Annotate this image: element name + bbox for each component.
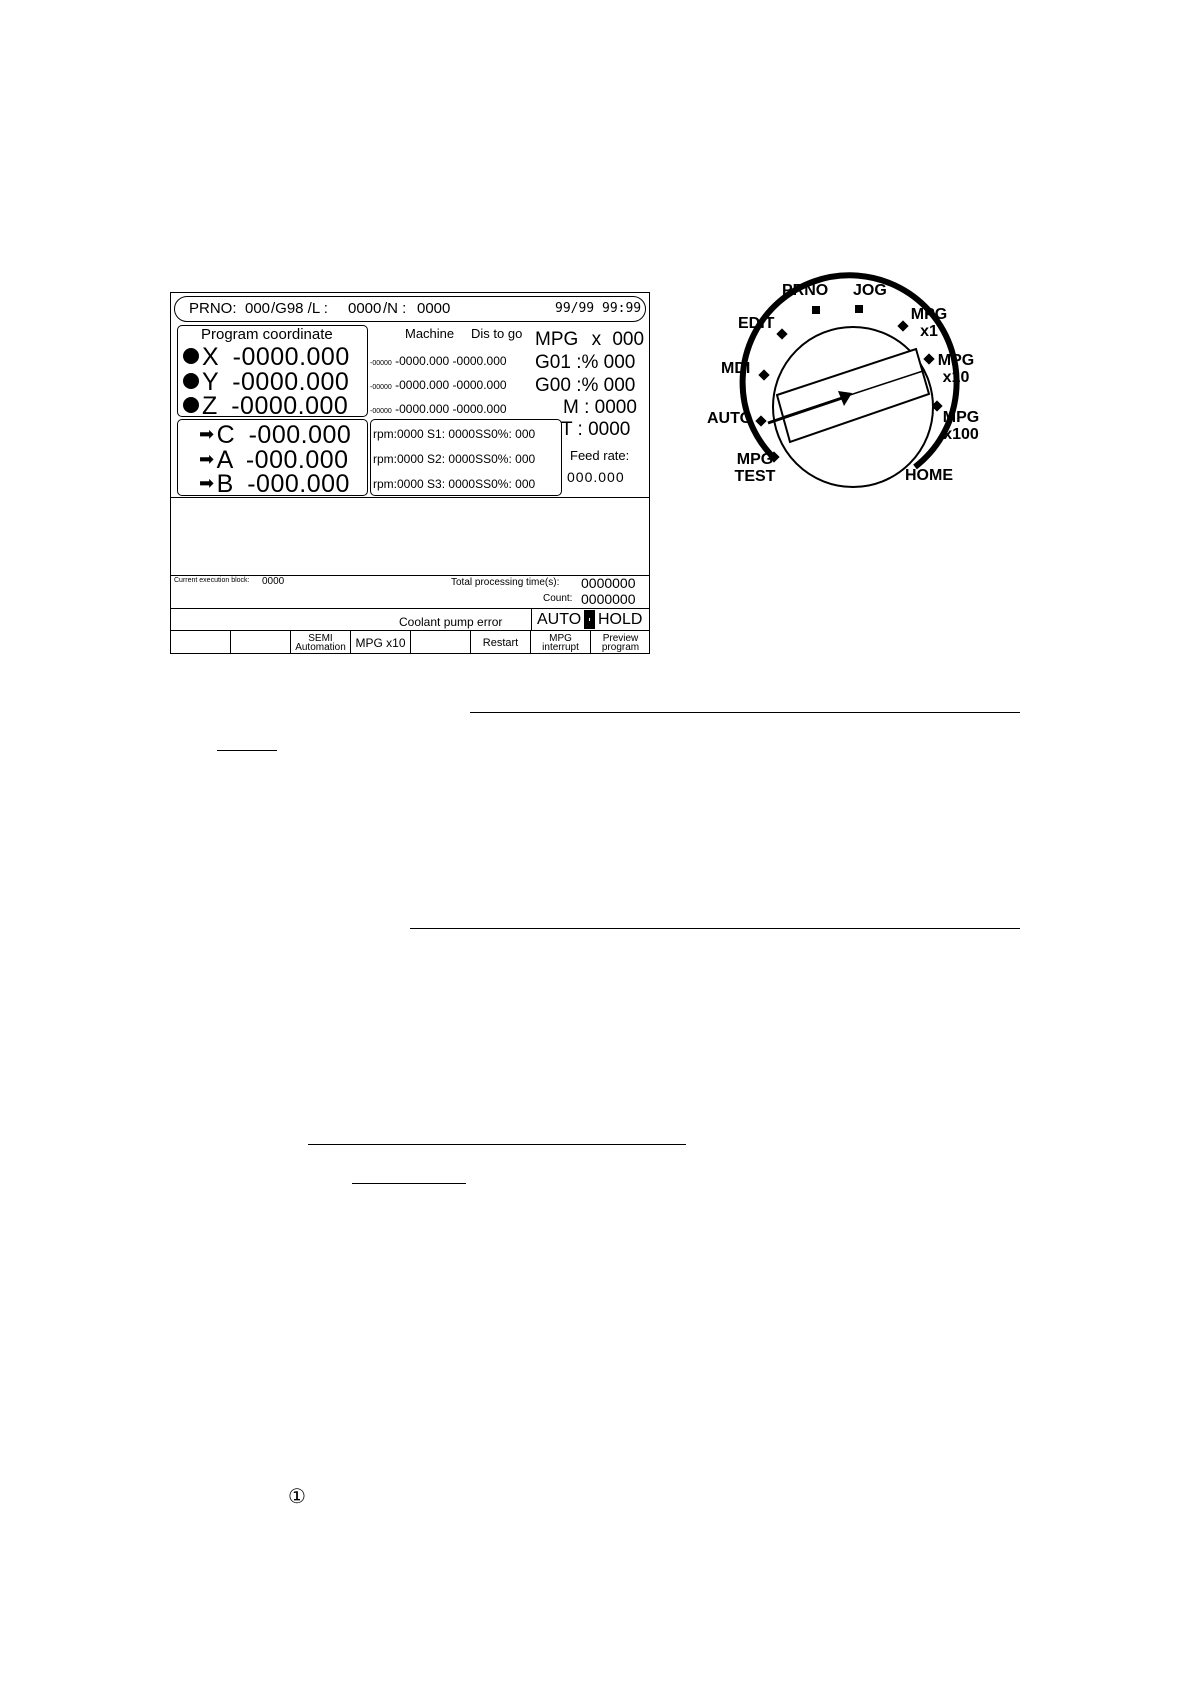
divider-mode <box>531 608 532 630</box>
feed-rate-label: Feed rate: <box>570 448 630 463</box>
axis-z-value: -0000.000 <box>231 392 349 420</box>
spindle1-ss: 000 <box>515 427 536 441</box>
fill-in-line-3 <box>410 928 1020 929</box>
spindle3-s-label: S3: <box>427 477 446 491</box>
exec-block-label: Current execution block: <box>174 577 250 584</box>
m-label: M : <box>563 397 590 418</box>
axis-x-row <box>183 345 350 370</box>
a-arrow-icon: ➡ <box>199 449 215 469</box>
fkey-5[interactable] <box>411 632 470 653</box>
machine-x-small: -00000 <box>370 360 392 367</box>
divider-top <box>171 497 649 498</box>
tick-auto <box>755 415 766 426</box>
prno-value: 000 <box>245 300 271 317</box>
spindle-row-1 <box>373 427 535 441</box>
distogo-header: Dis to go <box>471 326 523 341</box>
mode-indicator: AUTO <box>537 611 582 628</box>
spindle2-rpm: 0000 <box>397 452 424 466</box>
spindle1-s-label: S1: <box>427 427 446 441</box>
axis-x-label: X <box>202 343 220 371</box>
spindle3-ss: 000 <box>515 477 536 491</box>
machine-y-value: -0000.000 <box>395 378 450 392</box>
dial-label-mpg-x10: MPG x10 <box>937 352 975 386</box>
machine-x-value: -0000.000 <box>395 354 450 368</box>
tick-edit <box>776 328 787 339</box>
axis-b-label: B <box>216 470 234 498</box>
g00-label: G00 :% <box>535 375 599 396</box>
spindle2-s: 0000 <box>448 452 476 466</box>
tick-mpg-x10 <box>923 353 934 364</box>
count-value: 0000000 <box>581 591 636 607</box>
g00-status <box>535 375 635 397</box>
axis-a-value: -000.000 <box>245 446 349 474</box>
mode-separator-mark <box>589 618 590 621</box>
fill-in-line-4 <box>308 1144 686 1145</box>
distogo-z-value: -0000.000 <box>452 402 507 416</box>
m-status <box>563 397 637 419</box>
z-indicator-icon <box>183 397 199 413</box>
dial-label-mpg-x100: MPG x100 <box>942 409 980 443</box>
total-time-value: 0000000 <box>581 575 636 591</box>
fkey-restart[interactable]: Restart <box>482 636 519 649</box>
time-display: 99:99 <box>602 301 642 316</box>
distogo-y-value: -0000.000 <box>452 378 507 392</box>
fill-in-line-1 <box>470 712 1020 713</box>
tick-mpg-x1 <box>897 320 908 331</box>
mpg-status <box>535 329 644 351</box>
count-label: Count: <box>543 593 573 604</box>
g01-label: G01 :% <box>535 352 599 373</box>
n-value: 0000 <box>417 300 451 317</box>
distogo-x-value: -0000.000 <box>452 354 507 368</box>
machine-row-y <box>370 378 507 392</box>
fkey-mpg-x10[interactable]: MPG x10 <box>355 635 406 650</box>
dial-label-edit: EDIT <box>738 315 775 332</box>
dial-label-home: HOME <box>905 467 953 484</box>
g01-value: 000 <box>603 352 636 373</box>
spindle1-ss-label: SS0%: <box>475 427 512 441</box>
axis-b-row <box>199 471 350 497</box>
prno-label: PRNO: <box>189 300 237 317</box>
cnc-screen <box>170 292 650 654</box>
axis-y-value: -0000.000 <box>232 368 350 396</box>
spindle-row-2 <box>373 452 535 466</box>
l-value: 0000 <box>348 300 382 317</box>
machine-z-small: -00000 <box>370 408 392 415</box>
divider-bottom <box>171 575 649 576</box>
header-bar <box>174 296 646 322</box>
date-display: 99/99 <box>555 301 595 316</box>
divider-status-top <box>171 608 649 609</box>
dial-label-jog: JOG <box>853 282 887 299</box>
x-indicator-icon <box>183 348 199 364</box>
g01-status <box>535 352 635 374</box>
axis-x-value: -0000.000 <box>232 343 350 371</box>
dial-label-mdi: MDI <box>721 360 751 377</box>
spindle1-rpm: 0000 <box>397 427 424 441</box>
m-value: 0000 <box>594 397 637 418</box>
exec-block-value: 0000 <box>262 576 285 587</box>
fill-in-line-5 <box>352 1183 466 1184</box>
spindle2-rpm-label: rpm: <box>373 452 397 466</box>
axis-z-row <box>183 394 348 419</box>
spindle3-s: 0000 <box>448 477 476 491</box>
spindle1-rpm-label: rpm: <box>373 427 397 441</box>
fkey-mpg-interrupt[interactable]: MPG interrupt <box>542 632 579 653</box>
n-label: /N : <box>383 300 407 317</box>
spindle-row-3 <box>373 477 535 491</box>
tick-prno <box>812 306 820 314</box>
spindle3-ss-label: SS0%: <box>475 477 512 491</box>
g00-value: 000 <box>603 375 636 396</box>
spindle2-ss-label: SS0%: <box>475 452 512 466</box>
machine-row-z <box>370 402 507 416</box>
machine-y-small: -00000 <box>370 384 392 391</box>
dial-label-mpg-x1: MPG x1 <box>910 306 948 340</box>
spindle2-s-label: S2: <box>427 452 446 466</box>
machine-row-x <box>370 354 507 368</box>
item-marker: ① <box>288 1484 306 1508</box>
axis-a-label: A <box>216 446 233 474</box>
spindle3-rpm-label: rpm: <box>373 477 397 491</box>
alarm-message: Coolant pump error <box>399 615 503 629</box>
tick-mdi <box>758 369 769 380</box>
spindle2-ss: 000 <box>515 452 536 466</box>
feed-rate-value: 000.000 <box>567 469 625 485</box>
y-indicator-icon <box>183 373 199 389</box>
mode-selector-dial[interactable] <box>700 270 1000 520</box>
dial-label-mpg-test: MPG TEST <box>734 451 776 485</box>
spindle3-rpm: 0000 <box>397 477 424 491</box>
program-coordinate-title: Program coordinate <box>201 326 333 343</box>
machine-z-value: -0000.000 <box>395 402 450 416</box>
t-status <box>561 419 630 441</box>
spindle1-s: 0000 <box>448 427 476 441</box>
axis-c-value: -000.000 <box>248 421 352 449</box>
mpg-x-label: x <box>591 329 602 350</box>
machine-header: Machine <box>405 326 455 341</box>
dial-label-auto: AUTO <box>707 410 753 427</box>
fill-in-line-2 <box>217 750 277 751</box>
total-time-label: Total processing time(s): <box>451 577 560 588</box>
fkey-preview-program[interactable]: Preview program <box>601 632 640 653</box>
fkey-2[interactable] <box>231 632 290 653</box>
t-value: 0000 <box>588 419 631 440</box>
axis-b-value: -000.000 <box>247 470 350 498</box>
axis-c-row <box>199 422 351 448</box>
b-arrow-icon: ➡ <box>199 473 215 493</box>
fkey-1[interactable] <box>171 632 230 653</box>
state-indicator: HOLD <box>598 611 643 628</box>
axis-y-label: Y <box>202 368 219 396</box>
tick-jog <box>855 305 863 313</box>
t-label: T : <box>561 419 583 440</box>
mpg-label: MPG <box>535 329 579 350</box>
axis-c-label: C <box>216 421 236 449</box>
g98-label: /G98 /L : <box>271 300 328 317</box>
axis-z-label: Z <box>202 392 218 420</box>
c-arrow-icon: ➡ <box>199 424 215 444</box>
mpg-value: 000 <box>612 329 645 350</box>
dial-label-prno: PRNO <box>782 282 829 299</box>
fkey-semi-automation[interactable]: SEMI Automation <box>295 632 346 653</box>
